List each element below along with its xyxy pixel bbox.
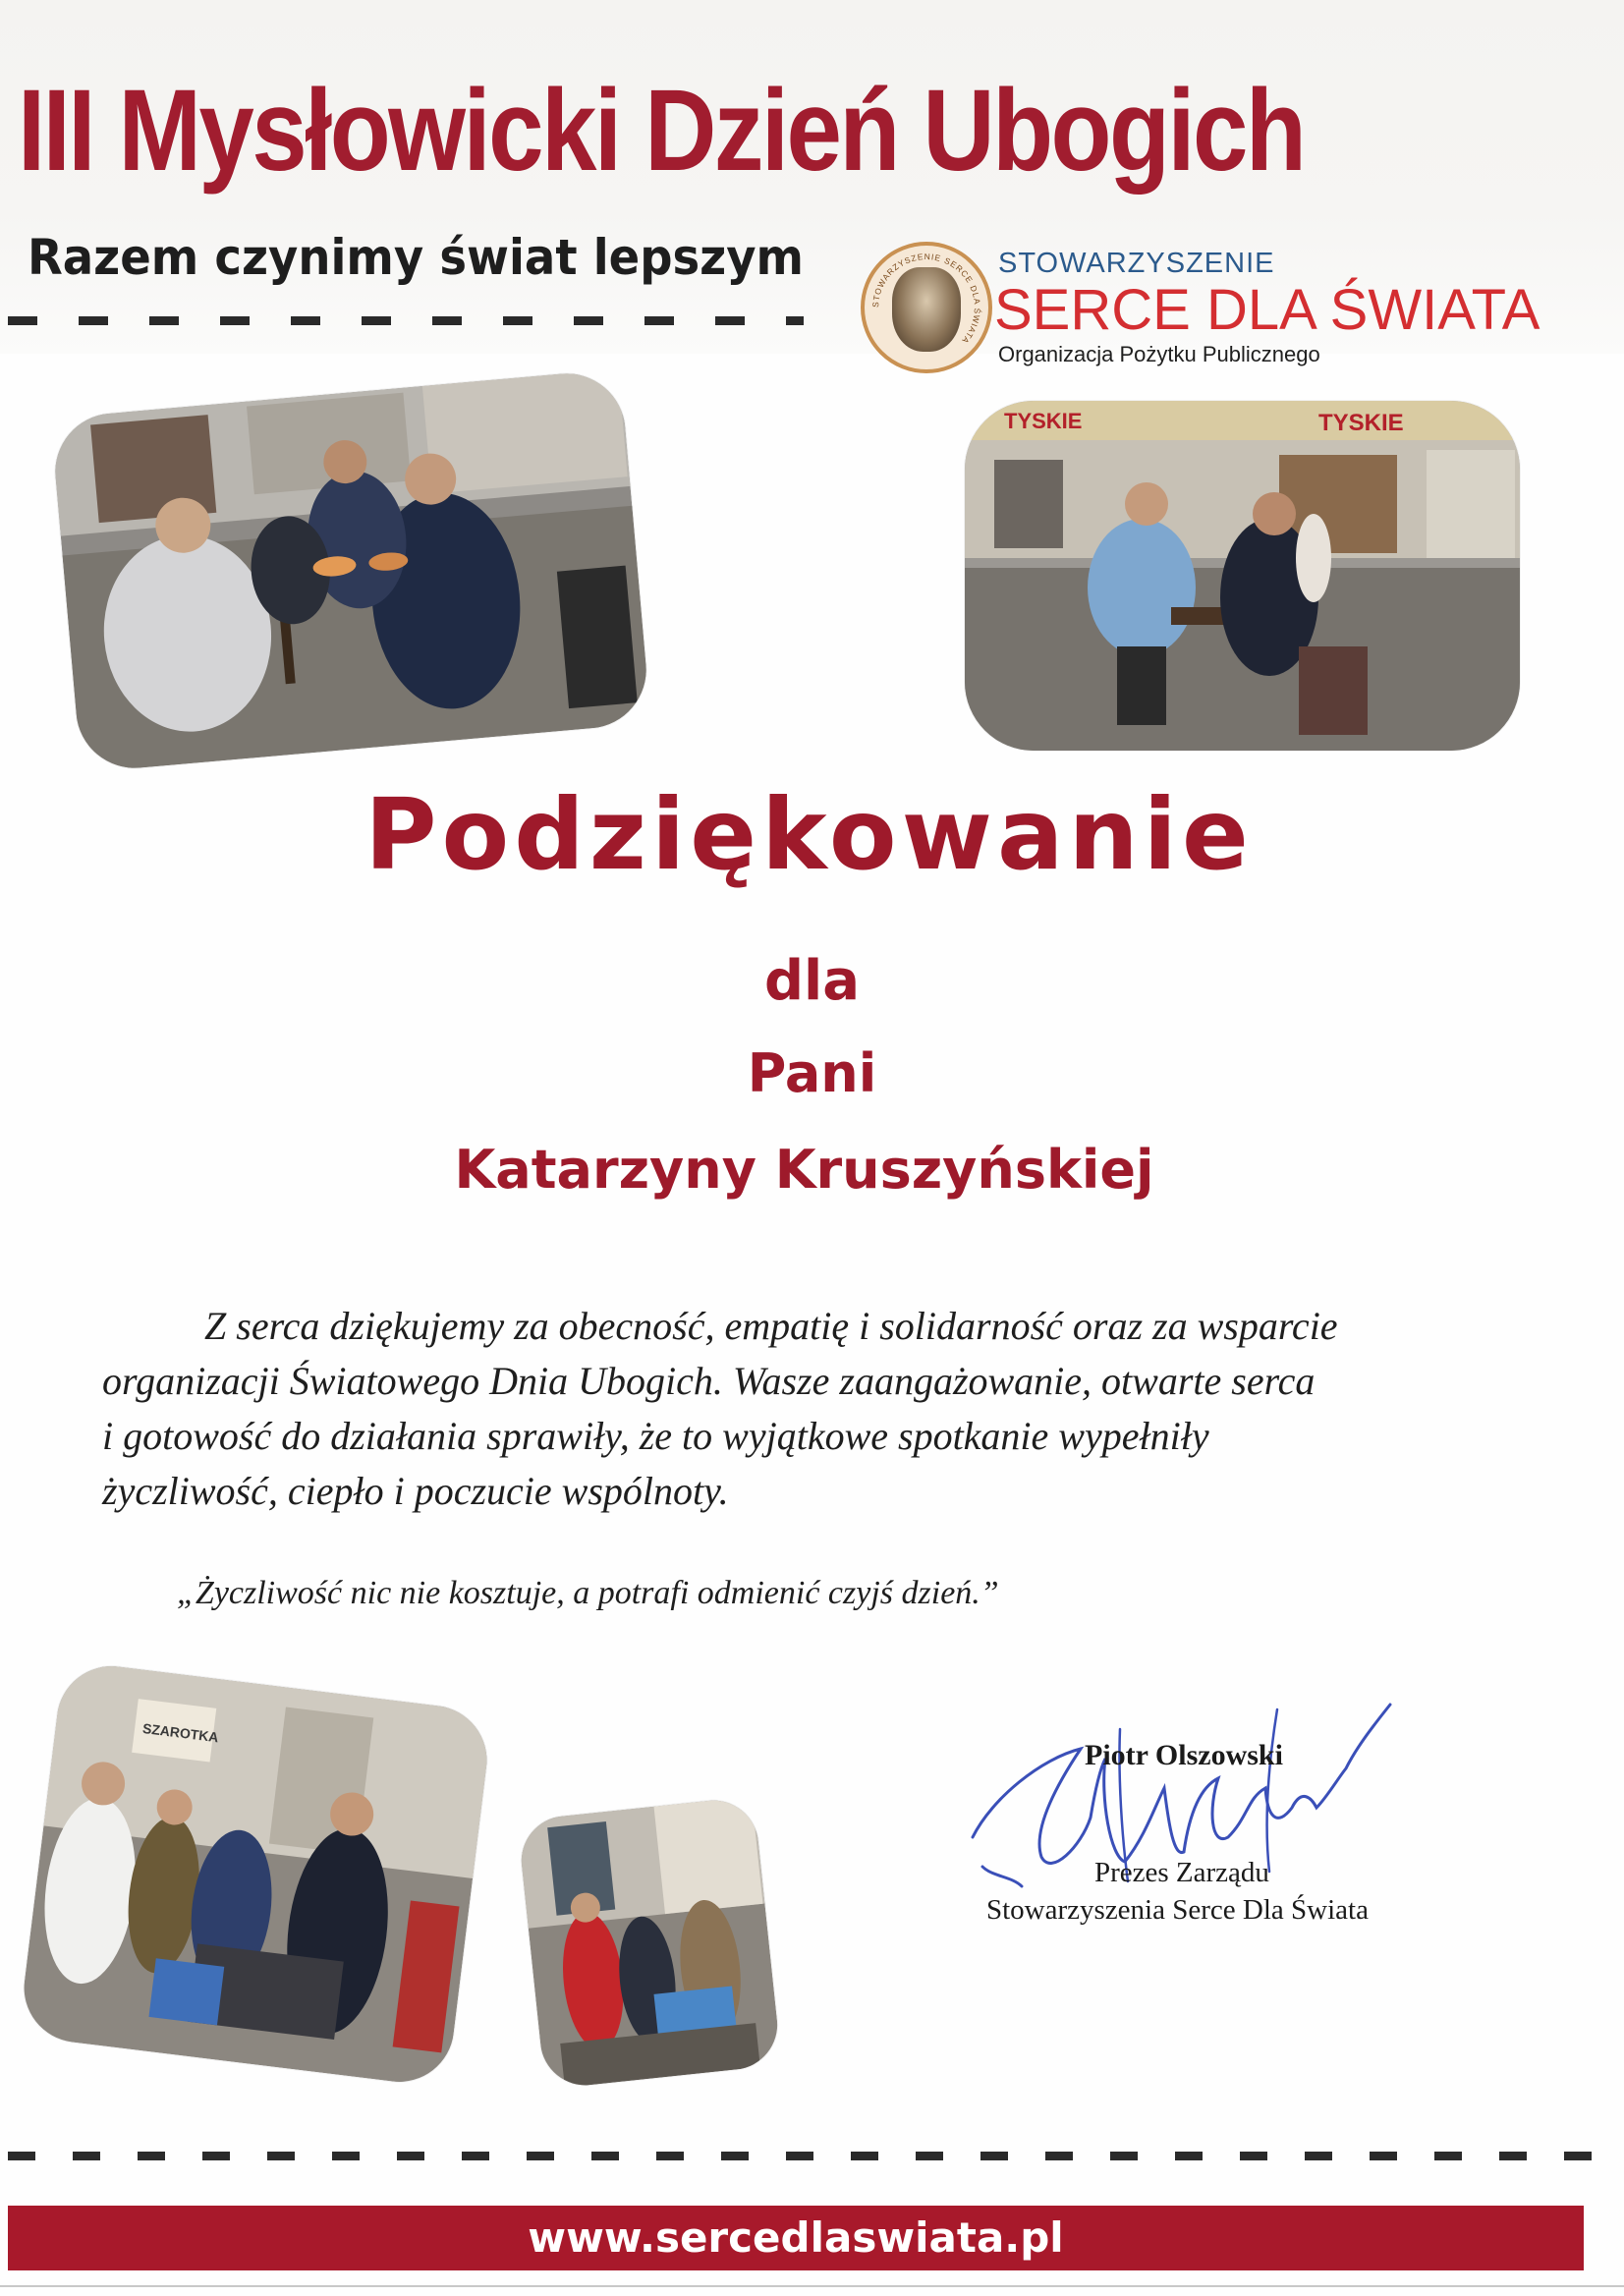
top-dashed-divider [8, 316, 804, 325]
portrait-icon [892, 267, 961, 352]
recipient-name: Katarzyny Kruszyńskiej [454, 1139, 1154, 1201]
thank-you-message [102, 1299, 1527, 1519]
event-title: III Mysłowicki Dzień Ubogich [18, 66, 1305, 196]
logo-ring-text: STOWARZYSZENIE SERCE DLA ŚWIATA [870, 252, 982, 347]
recipient-honorific: Pani [747, 1042, 877, 1104]
closing-quote: „Życzliwość nic nie kosztuje, a potrafi odmienić czyjś dzień.” [177, 1575, 999, 1611]
bottom-dashed-divider [8, 2152, 1592, 2160]
signatory-organization: Stowarzyszenia Serce Dla Świata [986, 1894, 1369, 1926]
event-photo-street-volunteers [18, 1660, 493, 2089]
message-line: i gotowość do działania sprawiły, że to wyjątkowe spotkanie wypełniły [102, 1414, 1209, 1458]
tyskie-sign-right: TYSKIE [1318, 410, 1404, 436]
dedication-for: dla [763, 949, 861, 1013]
signatory-role: Prezes Zarządu [1094, 1857, 1269, 1888]
message-line: Z serca dziękujemy za obecność, empatię i solidarność oraz za wsparcie [204, 1304, 1338, 1348]
footer-rule [0, 2285, 1624, 2287]
logo-org-name: SERCE DLA ŚWIATA [994, 278, 1540, 342]
signatory-name: Piotr Olszowski [1085, 1739, 1283, 1771]
logo-org-label: STOWARZYSZENIE [998, 248, 1275, 279]
szarotka-sign: SZAROTKA [141, 1719, 220, 1746]
tyskie-sign-left: TYSKIE [1004, 409, 1083, 433]
logo-org-tagline: Organizacja Pożytku Publicznego [998, 342, 1320, 366]
event-subtitle: Razem czynimy świat lepszym [28, 229, 805, 286]
event-photo-market-square [965, 401, 1520, 751]
event-photo-table-gathering [50, 368, 650, 772]
website-url: www.sercedlaswiata.pl [528, 2213, 1064, 2262]
event-photo-crowd-stand [517, 1796, 781, 2090]
message-line: organizacji Światowego Dnia Ubogich. Wasze zaangażowanie, otwarte serca [102, 1359, 1316, 1403]
certificate-heading: Podziękowanie [364, 777, 1254, 892]
message-line: życzliwość, ciepło i poczucie wspólnoty. [102, 1469, 729, 1513]
